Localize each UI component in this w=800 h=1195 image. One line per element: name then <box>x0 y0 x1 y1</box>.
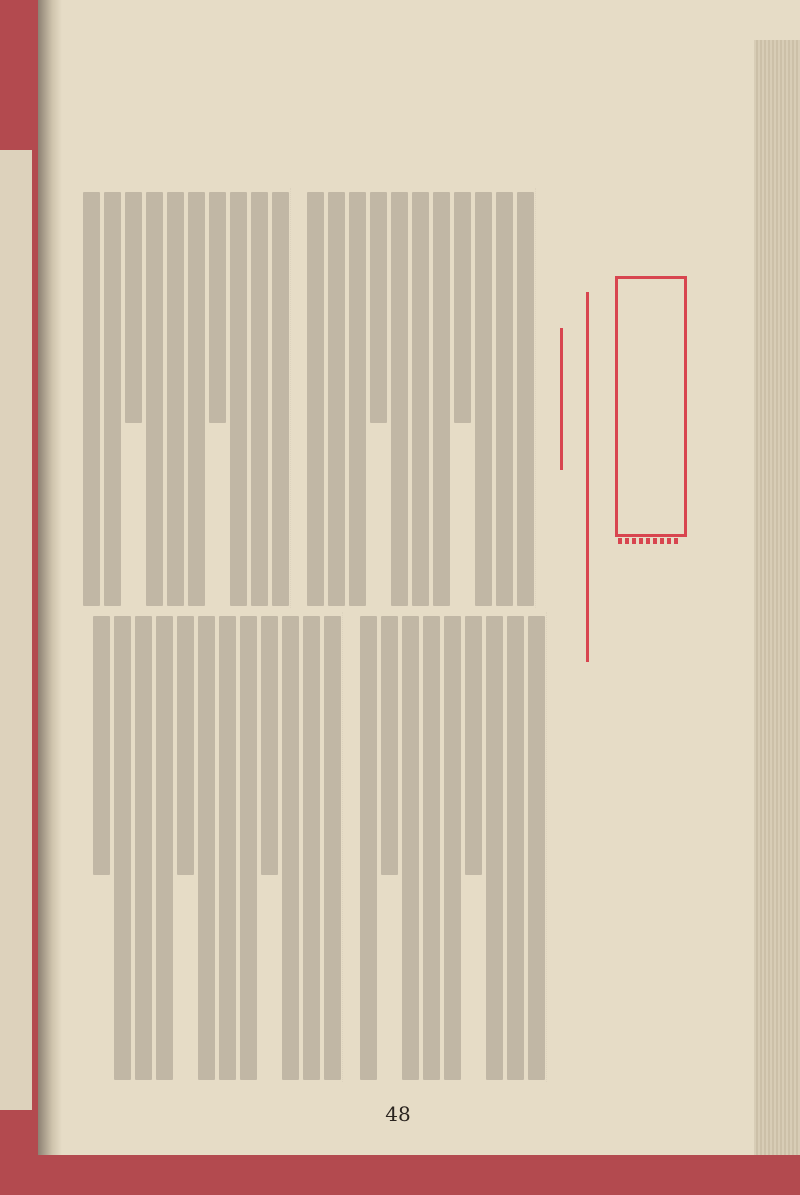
text-line <box>507 616 524 1080</box>
body-column-lower-right <box>350 612 547 1082</box>
text-line <box>282 616 299 1080</box>
text-line <box>230 192 247 606</box>
text-line <box>135 616 152 1080</box>
text-line <box>433 192 450 606</box>
text-line <box>167 192 184 606</box>
text-line <box>261 616 278 875</box>
text-line <box>251 192 268 606</box>
text-line <box>517 192 534 606</box>
text-line <box>360 616 377 1080</box>
text-line <box>240 616 257 1080</box>
text-line <box>412 192 429 606</box>
text-line <box>209 192 226 423</box>
text-line <box>93 616 110 875</box>
bottom-cover <box>0 1155 800 1195</box>
book-gutter <box>38 0 62 1195</box>
text-line <box>486 616 503 1080</box>
page-number: 48 <box>385 1102 411 1126</box>
text-line <box>177 616 194 875</box>
subtitle-line-2 <box>560 328 563 470</box>
text-line <box>114 616 131 1080</box>
text-line <box>328 192 345 606</box>
text-line <box>423 616 440 1080</box>
text-line <box>402 616 419 1080</box>
page-stack-edge <box>754 40 800 1170</box>
text-line <box>219 616 236 1080</box>
text-line <box>465 616 482 875</box>
text-line <box>146 192 163 606</box>
facing-page-edge <box>0 150 32 1110</box>
text-line <box>528 616 545 1080</box>
text-line <box>475 192 492 606</box>
text-line <box>391 192 408 606</box>
text-line <box>303 616 320 1080</box>
body-column-lower-left <box>90 612 343 1082</box>
text-line <box>272 192 289 606</box>
text-line <box>349 192 366 606</box>
text-line <box>381 616 398 875</box>
text-line <box>188 192 205 606</box>
author-name <box>650 935 674 995</box>
text-line <box>454 192 471 423</box>
text-line <box>198 616 215 1080</box>
article-title <box>615 276 687 537</box>
text-line <box>104 192 121 606</box>
title-underline <box>618 538 678 544</box>
text-line <box>496 192 513 606</box>
body-column-upper-right <box>300 188 536 608</box>
text-line <box>324 616 341 1080</box>
text-line <box>156 616 173 1080</box>
text-line <box>125 192 142 423</box>
body-column-upper-left <box>80 188 291 608</box>
text-line <box>370 192 387 423</box>
subtitle-line-1 <box>586 292 589 662</box>
text-line <box>444 616 461 1080</box>
text-line <box>83 192 100 606</box>
text-line <box>307 192 324 606</box>
